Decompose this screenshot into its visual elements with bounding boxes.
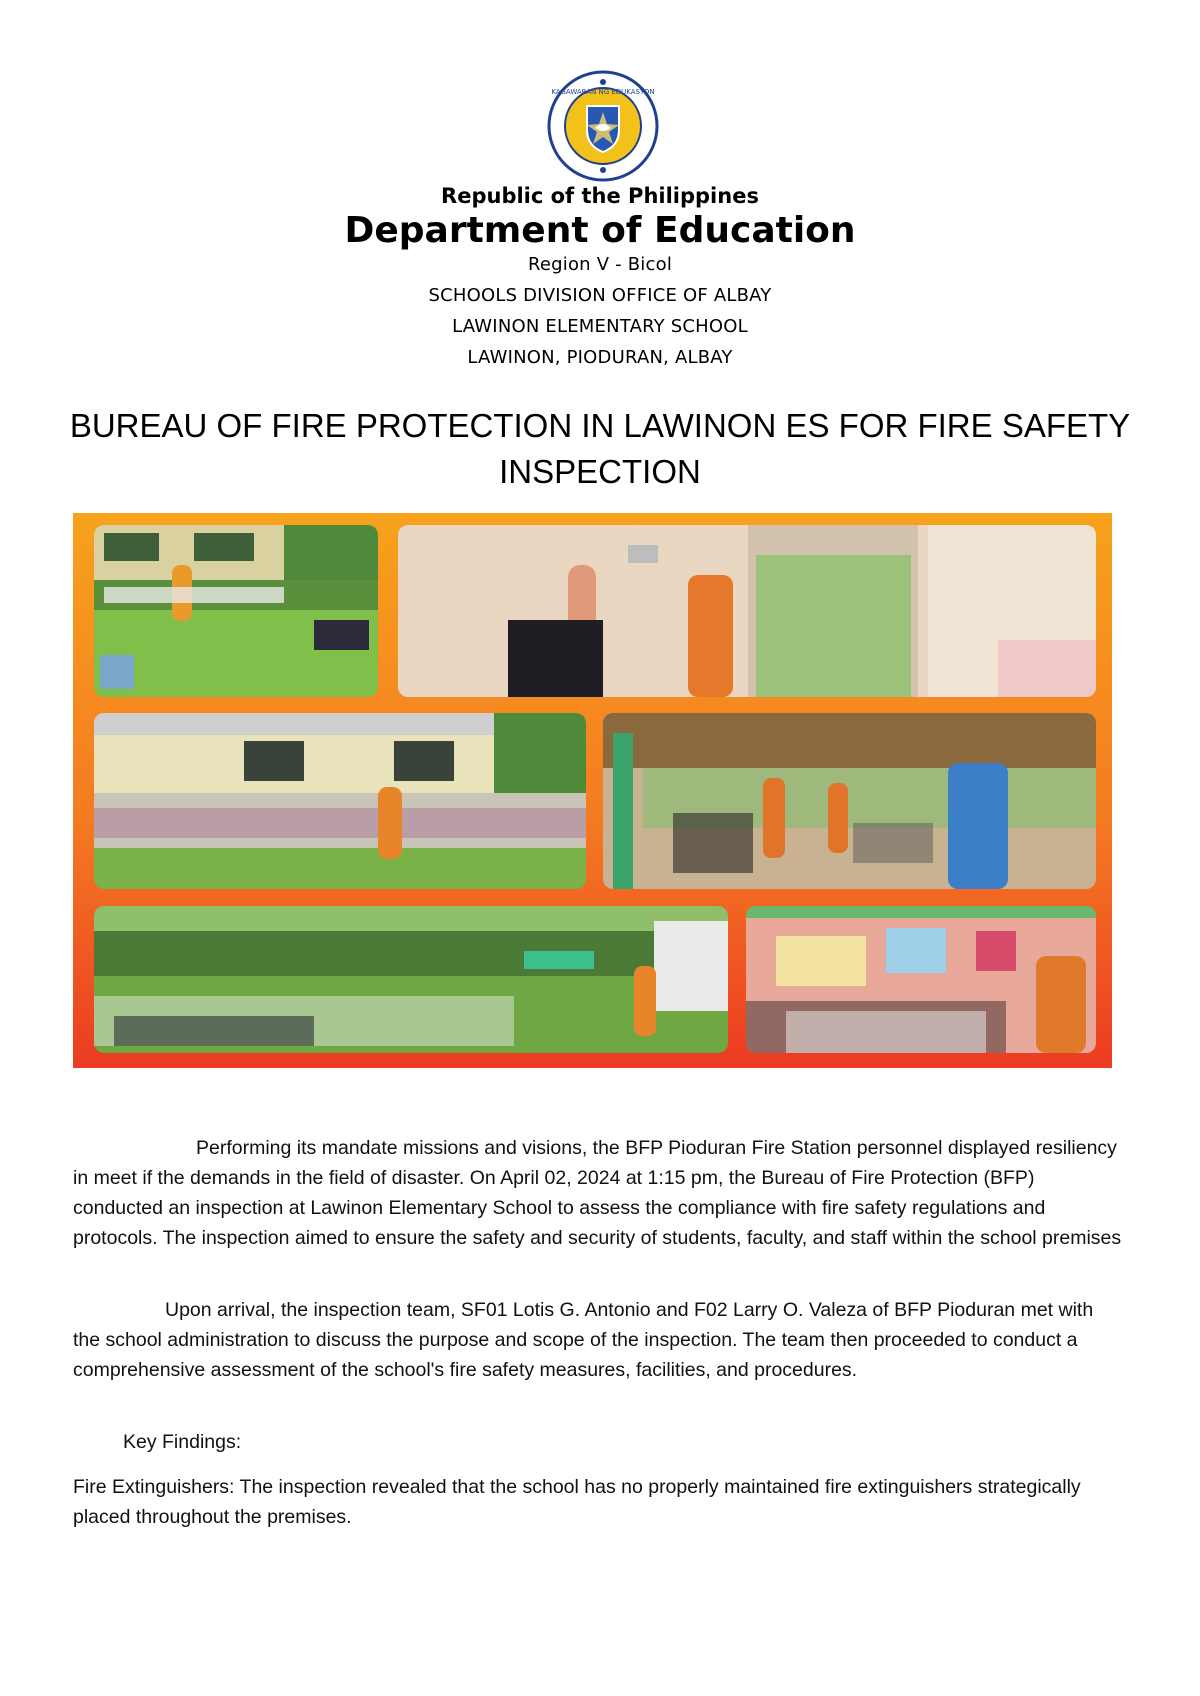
paragraph-intro: Performing its mandate missions and visions, the BFP Pioduran Fire Station personnel displayed resiliency in meet if the demands in the field of disaster. On April 02, 2024 at 1:15 pm, the Bureau of Fire Protection (BFP) conducted an inspection at Lawinon Elementary School to assess the compliance with fire safety regulations and protocols. The inspection aimed to ensure the safety and security of students, faculty, and staff within the school premises bbox=[73, 1137, 1122, 1249]
photo-inspector-checking-wall-panel bbox=[398, 525, 1096, 697]
photo-fire-drill-on-field bbox=[94, 906, 728, 1053]
address-line: LAWINON, PIODURAN, ALBAY bbox=[467, 347, 733, 368]
svg-text:KAGAWARAN NG EDUKASYON: KAGAWARAN NG EDUKASYON bbox=[551, 88, 655, 96]
finding-fire-extinguishers: Fire Extinguishers: The inspection revealed that the school has no properly maintained fire extinguishers strategically placed throughout the premises. bbox=[73, 1476, 1081, 1528]
document-title: BUREAU OF FIRE PROTECTION IN LAWINON ES FOR FIRE SAFETY INSPECTION bbox=[69, 407, 1131, 490]
republic-line: Republic of the Philippines bbox=[441, 184, 759, 208]
paragraph-arrival: Upon arrival, the inspection team, SF01 Lotis G. Antonio and F02 Larry O. Valeza of BFP Pioduran met with the school administration to discuss the purpose and scope of the inspection. The team then proceeded to conduct a comprehensive assessment of the school's fire safety measures, facilities, and procedures. bbox=[73, 1299, 1094, 1381]
department-title: Department of Education bbox=[344, 210, 856, 251]
photo-collage bbox=[73, 513, 1112, 1068]
deped-seal-icon bbox=[547, 70, 659, 182]
division-line: SCHOOLS DIVISION OFFICE OF ALBAY bbox=[428, 285, 772, 306]
school-line: LAWINON ELEMENTARY SCHOOL bbox=[452, 316, 748, 337]
photo-meeting-in-nipa-hut bbox=[603, 713, 1096, 889]
photo-students-seated-before-building bbox=[94, 713, 586, 889]
region-line: Region V - Bicol bbox=[527, 254, 673, 275]
photo-students-on-lawn bbox=[94, 525, 378, 697]
photo-classroom-talk bbox=[746, 906, 1096, 1053]
key-findings-heading: Key Findings: bbox=[123, 1431, 242, 1453]
